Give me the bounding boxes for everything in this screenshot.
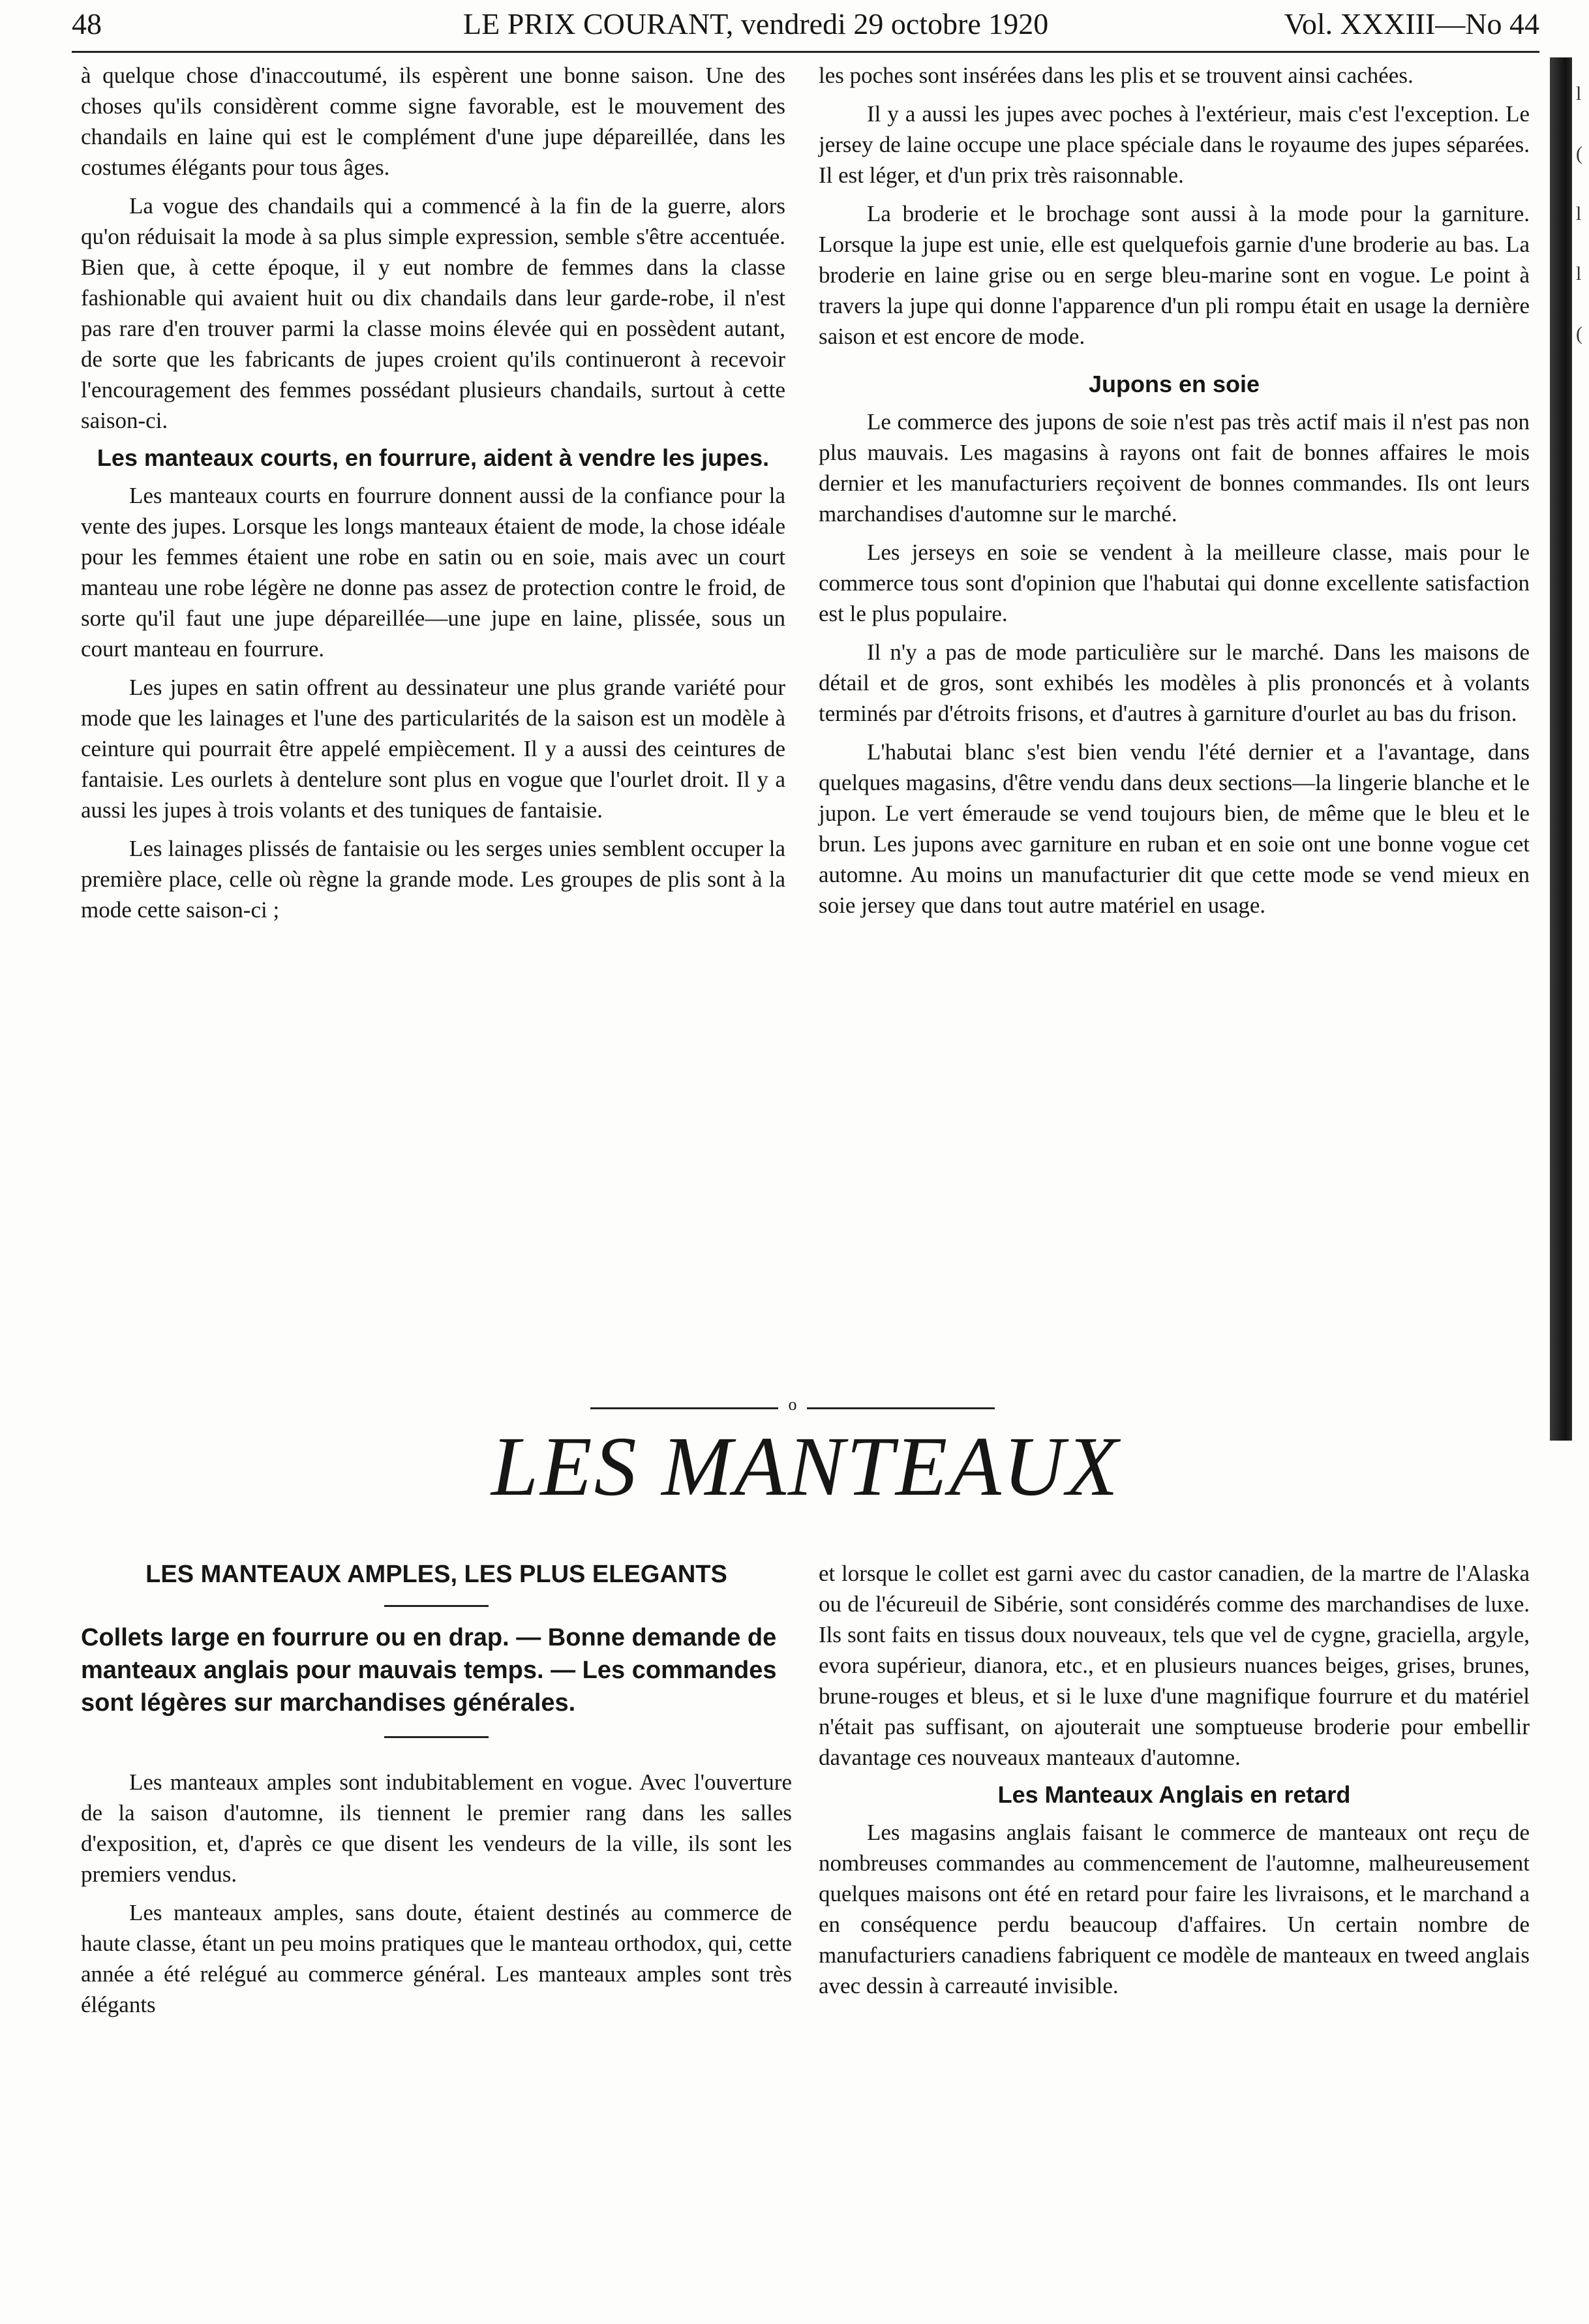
page-header bbox=[72, 4, 1539, 53]
paragraph: L'habutai blanc s'est bien vendu l'été dernier et a l'avantage, dans quelques magasins, d'être vendu dans deux sections—la lingerie blanche et le jupon. Le vert émeraude se vend toujours bien, de même que le bleu et le brun. Les jupons avec garniture en ruban et en soie ont une bonne vogue cet automne. Au moins un manufacturier dit que cette mode se vend mieux en soie jersey que dans tout autre matériel en usage. bbox=[819, 739, 1530, 918]
paragraph: Il n'y a pas de mode particulière sur le marché. Dans les maisons de détail et de gros, sont exhibés les modèles à plis prononcés et à volants terminés par d'étroits frisons, et d'autres à garniture d'ourlet au bas du frison. bbox=[819, 639, 1530, 726]
fragment-char: l bbox=[1576, 263, 1582, 284]
paragraph: Le commerce des jupons de soie n'est pas très actif mais il n'est pas non plus mauvais. Les magasins à rayons ont fait de bonnes affaires le mois dernier et les manufacturiers reçoivent de bonnes commandes. Ils ont leurs marchandises d'automne sur le marché. bbox=[819, 409, 1530, 527]
paragraph: Les manteaux amples, sans doute, étaient destinés au commerce de haute classe, étant un peu moins pratiques que le manteau orthodox, qui, cette année a été relégué au commerce général. Les manteaux amples sont très élégants bbox=[81, 1900, 792, 2017]
divider-ornament: o bbox=[788, 1395, 797, 1414]
bottom-left-column bbox=[81, 1558, 792, 2020]
paragraph: Les jerseys en soie se vendent à la meilleure classe, mais pour le commerce tous sont d'opinion que l'habutai qui donne excellente satisfaction est le plus populaire. bbox=[819, 540, 1530, 626]
page-number: 48 bbox=[72, 7, 102, 40]
subheading-manteaux-anglais: Les Manteaux Anglais en retard bbox=[997, 1781, 1351, 1808]
volume-number: Vol. XXXIII—No 44 bbox=[1284, 7, 1539, 40]
fragment-char: l bbox=[1576, 203, 1582, 224]
section-banner: LES MANTEAUX bbox=[491, 1420, 1121, 1514]
divider-line-left bbox=[590, 1407, 778, 1409]
top-left-column bbox=[81, 60, 785, 925]
top-right-column bbox=[819, 60, 1530, 921]
article-headline: LES MANTEAUX AMPLES, LES PLUS ELEGANTS bbox=[145, 1561, 727, 1588]
paragraph: Il y a aussi les jupes avec poches à l'extérieur, mais c'est l'exception. Le jersey de laine occupe une place spéciale dans le royaume des jupes séparées. Il est léger, et d'un prix très raisonnable. bbox=[819, 101, 1530, 188]
bottom-right-column bbox=[819, 1558, 1530, 2001]
deck-rule bbox=[384, 1736, 489, 1738]
paragraph: Les manteaux amples sont indubitablement en vogue. Avec l'ouverture de la saison d'automne, ils tiennent le premier rang dans les salles d'exposition, et, d'après ce que disent les vendeurs de la ville, ils sont les premiers vendus. bbox=[81, 1769, 792, 1887]
paragraph: et lorsque le collet est garni avec du castor canadien, de la martre de l'Alaska ou de l'écureuil de Sibérie, sont considérés comme des marchandises de luxe. Ils sont faits en tissus doux nouveaux, tels que vel de cygne, graciella, argyle, evora supérieur, dianora, etc., et en plusieurs nuances beiges, grises, brunes, brune-rouges et bleus, et si le luxe d'une magnifique fourrure et du matériel n'était pas suffisant, on ajouterait une somptueuse broderie pour embellir davantage ces nouveaux manteaux d'automne. bbox=[819, 1561, 1530, 1770]
paragraph: Les magasins anglais faisant le commerce de manteaux ont reçu de nombreuses commandes au commencement de l'automne, malheureusement quelques maisons ont été en retard pour faire les livraisons, et le marchand a en conséquence perdu beaucoup d'affaires. Un certain nombre de manufacturiers canadiens fabriquent ce modèle de manteaux en tweed anglais avec dessin à carreauté invisible. bbox=[819, 1820, 1530, 1998]
fragment-char: ( bbox=[1576, 323, 1582, 344]
fragment-char: l bbox=[1576, 83, 1582, 104]
paragraph: Les jupes en satin offrent au dessinateur une plus grande variété pour mode que les lainages et l'une des particularités de la saison est un modèle à ceinture qui pourrait être appelé empiècement. Il y a aussi des ceintures de fantaisie. Les ourlets à dentelure sont plus en vogue que l'ourlet droit. Il y a aussi les jupes à trois volants et des tuniques de fantaisie. bbox=[81, 675, 785, 823]
fragment-char: ( bbox=[1576, 143, 1582, 164]
adjacent-page-fragments bbox=[1576, 64, 1589, 364]
article-deck: Collets large en fourrure ou en drap. — Bonne demande de manteaux anglais pour mauvais temps. — Les commandes sont légères sur marchandises générales. bbox=[81, 1624, 777, 1717]
page-edge-shadow bbox=[1550, 57, 1572, 1441]
subheading-manteaux-courts: Les manteaux courts, en fourrure, aident à vendre les jupes. bbox=[97, 444, 770, 471]
paragraph: les poches sont insérées dans les plis et se trouvent ainsi cachées. bbox=[819, 63, 1414, 88]
headline-rule bbox=[384, 1605, 489, 1607]
paragraph: Les manteaux courts en fourrure donnent aussi de la confiance pour la vente des jupes. Lorsque les longs manteaux étaient de mode, la chose idéale pour les femmes étaient une robe en satin ou en soie, mais avec un court manteau une robe légère ne donne pas assez de protection contre le froid, de sorte qu'il faut une jupe dépareillée—une jupe en laine, plissée, sous un court manteau en fourrure. bbox=[81, 483, 785, 662]
publication-title: LE PRIX COURANT, vendredi 29 octobre 1920 bbox=[463, 7, 1049, 40]
paragraph: La vogue des chandails qui a commencé à la fin de la guerre, alors qu'on réduisait la mode à sa plus simple expression, semble s'être accentuée. Bien que, à cette époque, il y eut nombre de femmes dans la classe fashionable qui avaient huit ou dix chandails dans leur garde-robe, il n'est pas rare d'en trouver parmi la classe moins élevée qui en possèdent autant, de sorte que les fabricants de jupes croient qu'ils continueront à recevoir l'encouragement des femmes possédant plusieurs chandails, surtout à cette saison-ci. bbox=[81, 193, 785, 433]
paragraph: Les lainages plissés de fantaisie ou les serges unies semblent occuper la première place, celle où règne la grande mode. Les groupes de plis sont à la mode cette saison-ci ; bbox=[81, 836, 785, 923]
divider-line-right bbox=[807, 1407, 995, 1409]
paragraph: La broderie et le brochage sont aussi à la mode pour la garniture. Lorsque la jupe est unie, elle est quelquefois garnie d'une broderie au bas. La broderie en laine grise ou en serge bleu-marine sont en vogue. Le point à travers la jupe qui donne l'apparence d'un pli rompu était en usage la dernière saison et est encore de mode. bbox=[819, 201, 1530, 349]
paragraph: à quelque chose d'inaccoutumé, ils espèrent une bonne saison. Une des choses qu'ils considèrent comme signe favorable, est le mouvement des chandails en laine qui est le complément d'une jupe dépareillée, dans les costumes élégants pour tous âges. bbox=[81, 63, 785, 180]
subheading-jupons-en-soie: Jupons en soie bbox=[1088, 371, 1260, 397]
